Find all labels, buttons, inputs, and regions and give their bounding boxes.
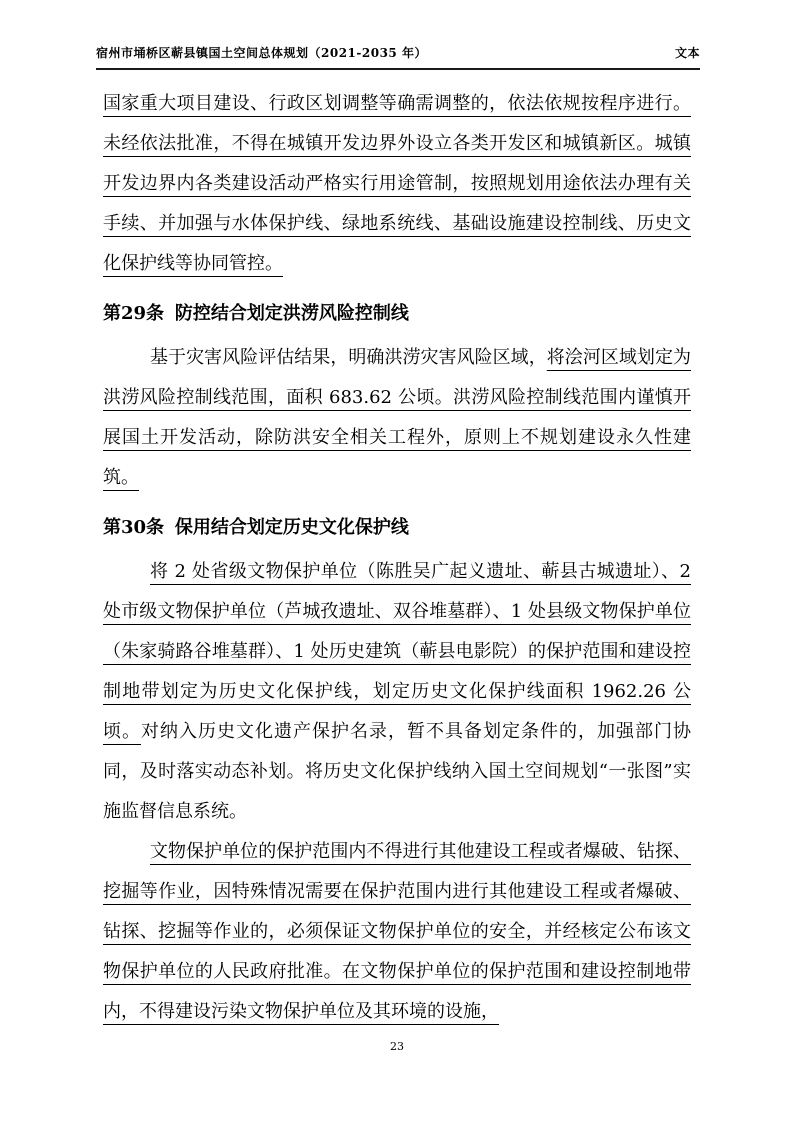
article-title: 防控结合划定洪涝风险控制线 [174,303,409,324]
paragraph [103,84,691,284]
header-doc-type: 文本 [674,46,700,60]
article-heading [103,508,691,548]
body-text: 基于灾害风险评估结果，明确洪涝灾害风险区域， [150,347,547,368]
article-heading [103,294,691,334]
underlined-text: 文物保护单位的保护范围内不得进行其他建设工程或者爆破、钻探、挖掘等作业，因特殊情况需要在保护范围内进行其他建设工程或者爆破、钻探、挖掘等作业的，必须保证文物保护单位的安全，并经核定公布该文物保护单位的人民政府批准。在文物保护单位的保护范围和建设控制地带内，不得建设污染文物保护单位及其环境的设施， [103,841,691,1022]
article-number: 第30条 [103,517,165,538]
paragraph [103,832,691,1032]
underlined-text: 将 2 处省级文物保护单位（陈胜吴广起义遗址、蕲县古城遗址）、2 处市级文物保护单位（芦城孜遗址、双谷堆墓群）、1 处县级文物保护单位（朱家骑路谷堆墓群）、1 处历史建筑（蕲县电影院）的保护范围和建设控制地带划定为历史文化保护线，划定历史文化保护线面积 1962.26 公顷。 [103,561,691,742]
underlined-text: 国家重大项目建设、行政区划调整等确需调整的，依法依规按程序进行。未经依法批准，不得在城镇开发边界外设立各类开发区和城镇新区。城镇开发边界内各类建设活动严格实行用途管制，按照规划用途依法办理有关手续、并加强与水体保护线、绿地系统线、基础设施建设控制线、历史文化保护线等协同管控。 [103,93,691,274]
page-header [96,44,700,70]
page-footer [0,1040,794,1053]
underlined-text: 将浍河区域划定为洪涝风险控制线范围，面积 683.62 公顷。洪涝风险控制线范围内谨慎开展国土开发活动，除防洪安全相关工程外，原则上不规划建设永久性建筑。 [103,347,692,488]
document-body [103,84,691,1032]
paragraph [103,338,691,498]
header-title: 宿州市埇桥区蕲县镇国土空间总体规划（2021-2035 年） [96,46,427,60]
paragraph [103,552,691,832]
article-number: 第29条 [103,303,165,324]
page-number: 23 [390,1040,404,1053]
body-text: 对纳入历史文化遗产保护名录，暂不具备划定条件的，加强部门协同，及时落实动态补划。将历史文化保护线纳入国土空间规划“一张图”实施监督信息系统。 [103,721,691,822]
article-title: 保用结合划定历史文化保护线 [174,517,409,538]
